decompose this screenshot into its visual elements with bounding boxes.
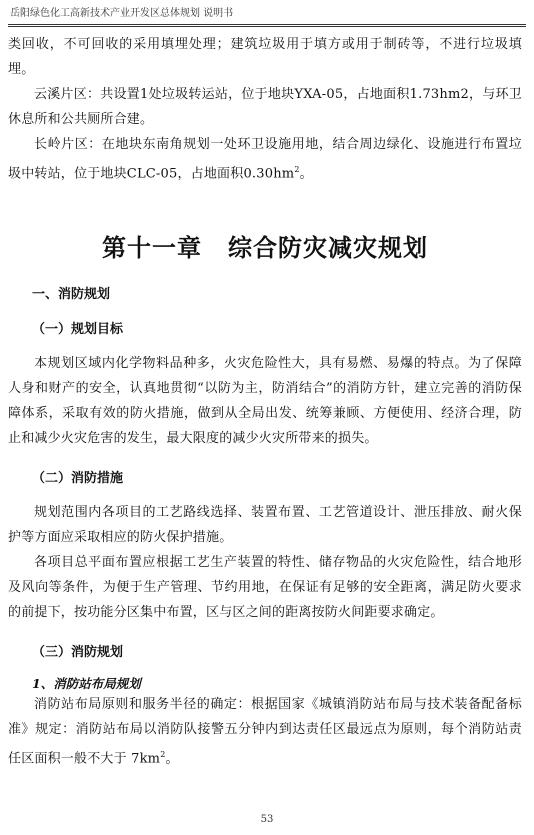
section-heading-fire: 一、消防规划	[32, 287, 111, 303]
chapter-name: 综合防灾减灾规划	[228, 233, 428, 263]
header-rule	[8, 24, 526, 25]
paragraph-station-layout: 消防站布局原则和服务半径的确定：根据国家《城镇消防站布局与技术装备配备标准》规定：消防站布局以消防队接警五分钟内到达责任区最远点为原则，每个消防站责任区面积一般不大于 $7km^2$。	[8, 697, 522, 767]
chapter-number: 第十一章	[102, 233, 202, 263]
paragraph-continued: 类回收，不可回收的采用填埋处理；建筑垃圾用于填方或用于制砖等，不进行垃圾填埋。	[8, 37, 522, 77]
page-body	[8, 32, 522, 772]
subsection-heading-goals: （一）规划目标	[32, 322, 124, 338]
page-number: 53	[260, 814, 274, 825]
running-header: 岳阳绿色化工高新技术产业开发区总体规划 说明书	[10, 8, 234, 19]
item-heading-station-layout: 1、消防站布局规划	[32, 676, 141, 692]
paragraph-measures-2: 各项目总平面布置应根据工艺生产装置的特性、储存物品的火灾危险性，结合地形及风向等条件，为便于生产管理、节约用地，在保证有足够的安全距离，满足防火要求的前提下，按功能分区集中布置，区与区之间的距离按防火间距要求确定。	[8, 555, 522, 621]
paragraph-changling: 长岭片区：在地块东南角规划一处环卫设施用地，结合周边绿化、设施进行布置垃圾中转站，位于地块CLC-05，占地面积$0.30hm^2$。	[8, 137, 522, 182]
subsection-heading-planning: （三）消防规划	[32, 645, 124, 661]
paragraph-measures-1: 规划范围内各项目的工艺路线选择、装置布置、工艺管道设计、泄压排放、耐火保护等方面应采取相应的防火保护措施。	[8, 505, 522, 546]
subsection-heading-measures: （二）消防措施	[32, 471, 124, 487]
paragraph-yunxi: 云溪片区：共设置1处垃圾转运站，位于地块YXA-05，占地面积1.73hm2，与环卫休息所和公共厕所合建。	[8, 87, 522, 127]
chapter-title	[8, 228, 522, 263]
paragraph-goals: 本规划区域内化学物料品种多，火灾危险性大，具有易燃、易爆的特点。为了保障人身和财产的安全，认真地贯彻“以防为主，防消结合”的消防方针，建立完善的消防保障体系，采取有效的防火措施，做到从全局出发、统筹兼顾、方便使用、经济合理，防止和减少火灾危害的发生，最大限度的减少火灾所带来的损失。	[8, 356, 522, 447]
header-rule-double	[8, 26, 526, 27]
